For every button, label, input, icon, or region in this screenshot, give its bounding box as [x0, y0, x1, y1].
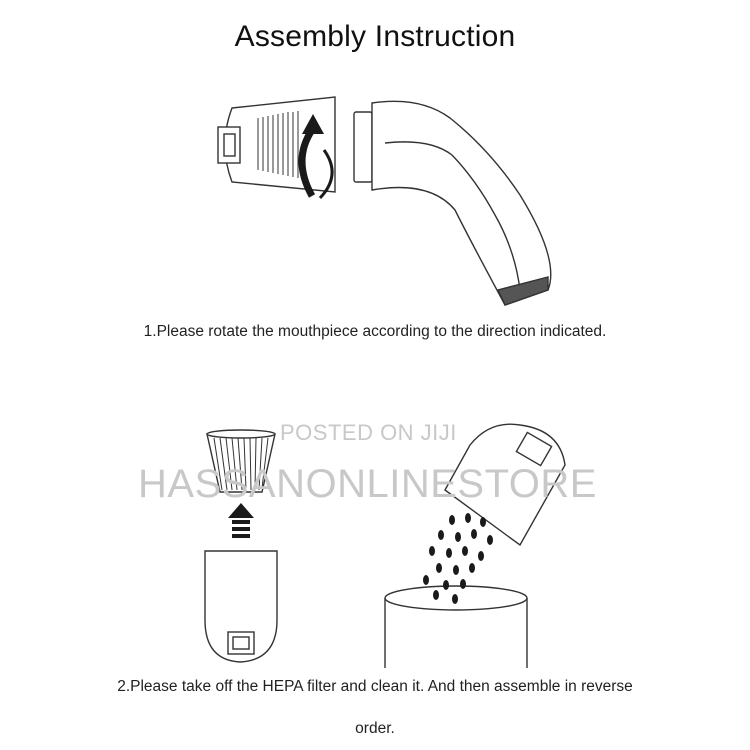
watermark-store: HASSANONLINESTORE [138, 462, 597, 506]
up-arrow-icon [228, 503, 254, 538]
step2-caption: 2.Please take off the HEPA filter and clean it. And then assemble in reverse [117, 678, 633, 695]
page-title: Assembly Instruction [234, 20, 516, 53]
watermark-posted: POSTED ON JIJI [280, 420, 457, 445]
dust-cup-icon [205, 551, 277, 662]
step2-caption-cont: order. [355, 720, 395, 737]
step1-caption: 1.Please rotate the mouthpiece according to the direction indicated. [143, 323, 607, 340]
